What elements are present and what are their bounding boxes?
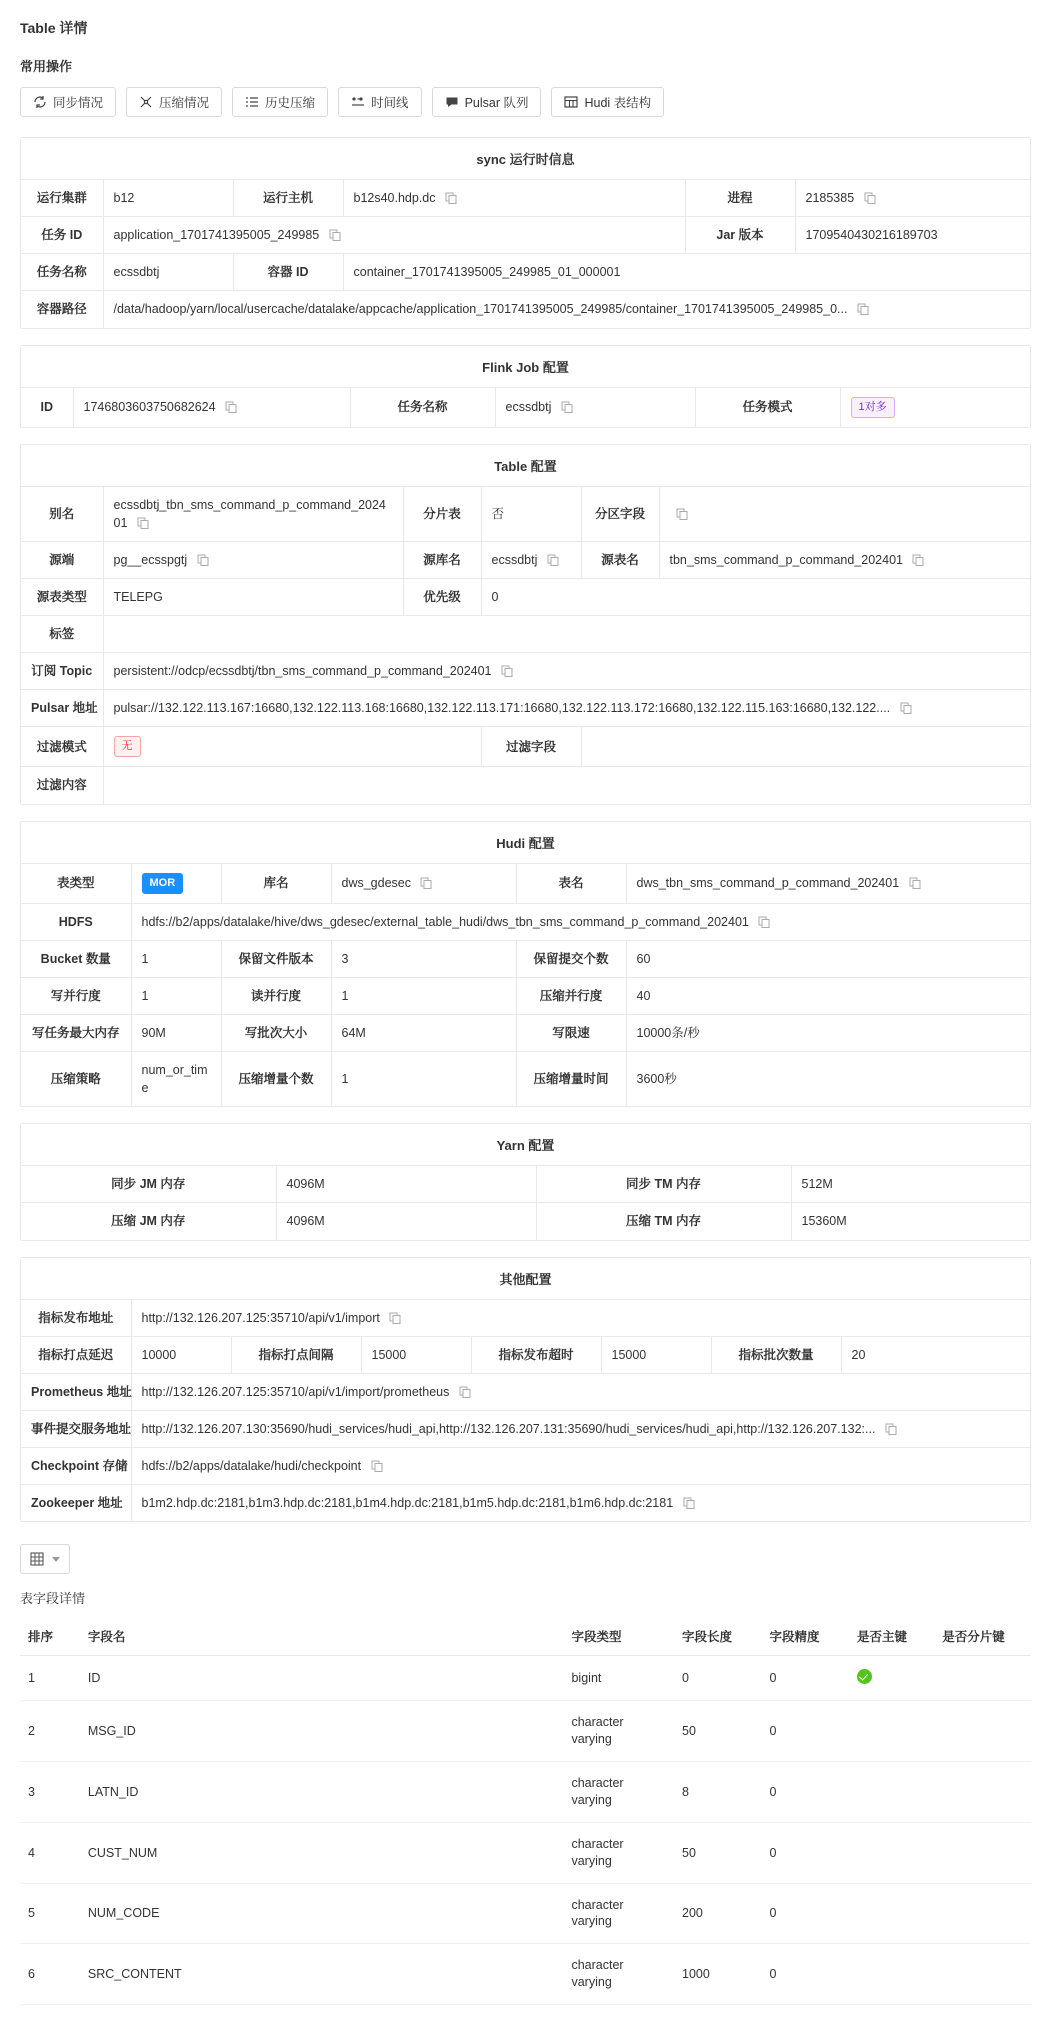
field-type: character varying (563, 1944, 674, 2005)
table-row (21, 1166, 1030, 1203)
metric-timeout-value: 15000 (601, 1336, 711, 1373)
compress-status-button[interactable] (126, 87, 222, 117)
priority-label: 优先级 (403, 578, 481, 615)
operations-toolbar (20, 87, 1031, 117)
sync-runtime-card (20, 137, 1031, 329)
table-row (21, 1448, 1030, 1485)
table-structure-icon (564, 95, 578, 109)
host-label: 运行主机 (233, 180, 343, 217)
field-name: MSG_ID (80, 1701, 564, 1762)
sync-jm-memory-value: 4096M (276, 1166, 536, 1203)
bucket-count-label: Bucket 数量 (21, 940, 131, 977)
jar-version-value: 1709540430216189703 (795, 217, 1030, 254)
field-length: 50 (674, 1822, 762, 1883)
history-compress-label: 历史压缩 (265, 96, 316, 110)
flink-id-value-text: 1746803603750682624 (83, 399, 216, 414)
priority-value: 0 (481, 578, 1030, 615)
task-name-label: 任务名称 (21, 254, 103, 291)
table-config-table (21, 487, 1030, 804)
container-id-label: 容器 ID (233, 254, 343, 291)
tag-label: 标签 (21, 616, 103, 653)
sync-status-label: 同步情况 (53, 96, 104, 110)
col-header-field-type[interactable]: 字段类型 (563, 1617, 674, 1656)
hudi-table-structure-label: Hudi 表结构 (584, 96, 652, 110)
copy-icon[interactable] (225, 401, 237, 413)
field-length: 50 (674, 1701, 762, 1762)
hudi-table-type-label: 表类型 (21, 864, 131, 904)
write-task-memory-value: 90M (131, 1014, 221, 1051)
hudi-db-value-text: dws_gdesec (341, 875, 411, 890)
hudi-table-value-text: dws_tbn_sms_command_p_command_202401 (636, 875, 900, 890)
metric-timeout-label: 指标发布超时 (471, 1336, 601, 1373)
field-precision: 0 (762, 1944, 850, 2005)
table-row (21, 616, 1030, 653)
compact-delta-count-value: 1 (331, 1052, 516, 1107)
filter-mode-label: 过滤模式 (21, 727, 103, 767)
copy-icon[interactable] (445, 192, 457, 204)
field-name: LATN_ID (80, 1762, 564, 1823)
copy-icon[interactable] (912, 554, 924, 566)
keep-file-version-label: 保留文件版本 (221, 940, 331, 977)
metric-interval-value: 15000 (361, 1336, 471, 1373)
hudi-config-table (21, 864, 1030, 1107)
table-row (21, 1014, 1030, 1051)
field-is-primary-key (849, 1883, 934, 1944)
col-header-field-name[interactable]: 字段名 (80, 1617, 564, 1656)
keep-file-version-value: 3 (331, 940, 516, 977)
table-row (21, 977, 1030, 1014)
source-type-label: 源表类型 (21, 578, 103, 615)
flink-job-title: Flink Job 配置 (21, 346, 1030, 388)
hudi-table-label: 表名 (516, 864, 626, 904)
sync-runtime-title: sync 运行时信息 (21, 138, 1030, 180)
check-icon (857, 1669, 872, 1684)
copy-icon[interactable] (561, 401, 573, 413)
task-mode-badge: 1对多 (851, 397, 895, 418)
copy-icon[interactable] (900, 702, 912, 714)
field-detail-title: 表字段详情 (20, 1591, 86, 1607)
hdfs-value (131, 903, 1030, 940)
copy-icon[interactable] (758, 916, 770, 928)
field-type: bigint (563, 1656, 674, 1701)
field-type: character varying (563, 1883, 674, 1944)
flink-task-mode-value (840, 388, 1030, 427)
host-value (343, 180, 685, 217)
table-row (21, 727, 1030, 767)
pulsar-addr-value (103, 690, 1030, 727)
table-row (20, 1762, 1031, 1823)
source-value-text: pg__ecsspgtj (113, 552, 188, 567)
checkpoint-value (131, 1448, 1030, 1485)
table-row (21, 1336, 1030, 1373)
sync-jm-memory-label: 同步 JM 内存 (21, 1166, 276, 1203)
compact-tm-memory-label: 压缩 TM 内存 (536, 1203, 791, 1240)
table-row (21, 541, 1030, 578)
copy-icon[interactable] (909, 877, 921, 889)
source-table-value-text: tbn_sms_command_p_command_202401 (669, 552, 903, 567)
common-operations-label: 常用操作 (20, 59, 73, 74)
col-header-is-shard-key[interactable]: 是否分片键 (934, 1617, 1031, 1656)
sync-tm-memory-label: 同步 TM 内存 (536, 1166, 791, 1203)
history-list-icon (245, 95, 259, 109)
field-length: 8 (674, 1762, 762, 1823)
field-order: 6 (20, 1944, 80, 2005)
write-batch-size-value: 64M (331, 1014, 516, 1051)
field-name: NUM_CODE (80, 1883, 564, 1944)
yarn-config-title: Yarn 配置 (21, 1124, 1030, 1166)
field-length: 1000 (674, 1944, 762, 2005)
table-row (21, 388, 1030, 427)
field-is-shard-key (934, 1822, 1031, 1883)
zookeeper-value (131, 1485, 1030, 1522)
checkpoint-label: Checkpoint 存储 (21, 1448, 131, 1485)
sync-status-button[interactable] (20, 87, 116, 117)
hudi-table-type-value (131, 864, 221, 904)
field-precision: 0 (762, 1762, 850, 1823)
flink-job-card (20, 345, 1031, 428)
table-row (21, 903, 1030, 940)
write-task-memory-label: 写任务最大内存 (21, 1014, 131, 1051)
write-parallel-label: 写并行度 (21, 977, 131, 1014)
partition-field-label: 分区字段 (581, 487, 659, 542)
field-is-shard-key (934, 1883, 1031, 1944)
prometheus-label: Prometheus 地址 (21, 1373, 131, 1410)
table-row (21, 690, 1030, 727)
column-settings-row (20, 1544, 1031, 1574)
checkpoint-value-text: hdfs://b2/apps/datalake/hudi/checkpoint (141, 1459, 362, 1473)
copy-icon[interactable] (371, 1460, 383, 1472)
keep-commit-count-value: 60 (626, 940, 1030, 977)
prometheus-value (131, 1373, 1030, 1410)
table-row (20, 1701, 1031, 1762)
container-id-value: container_1701741395005_249985_01_000001 (343, 254, 1030, 291)
field-order: 2 (20, 1701, 80, 1762)
event-submit-label: 事件提交服务地址 (21, 1410, 131, 1447)
table-row (21, 1485, 1030, 1522)
metric-publish-value (131, 1300, 1030, 1337)
field-is-shard-key (934, 1701, 1031, 1762)
process-value-text: 2185385 (805, 191, 855, 205)
metric-publish-label: 指标发布地址 (21, 1300, 131, 1337)
table-row (21, 291, 1030, 328)
pulsar-queue-label: Pulsar 队列 (464, 96, 529, 110)
copy-icon[interactable] (420, 877, 432, 889)
copy-icon[interactable] (329, 229, 341, 241)
field-length: 0 (674, 1656, 762, 1701)
hdfs-label: HDFS (21, 903, 131, 940)
read-parallel-label: 读并行度 (221, 977, 331, 1014)
flink-task-name-label: 任务名称 (350, 388, 495, 427)
pulsar-addr-value-text: pulsar://132.122.113.167:16680,132.122.113.168:16680,132.122.113.171:16680,132.122.113.172:16680,132.122.115.163:16680,132.122.... (113, 701, 891, 716)
zookeeper-label: Zookeeper 地址 (21, 1485, 131, 1522)
metric-delay-value: 10000 (131, 1336, 231, 1373)
source-table-value (659, 541, 1030, 578)
page-title: Table 详情 (20, 20, 88, 36)
metric-publish-value-text: http://132.126.207.125:35710/api/v1/import (141, 1310, 380, 1325)
hudi-table-value (626, 864, 1030, 904)
source-label: 源端 (21, 541, 103, 578)
table-type-badge: MOR (142, 873, 184, 894)
table-row (21, 487, 1030, 542)
write-parallel-value: 1 (131, 977, 221, 1014)
compact-delta-time-value: 3600秒 (626, 1052, 1030, 1107)
table-row (21, 1373, 1030, 1410)
partition-field-value (659, 487, 1030, 542)
copy-icon[interactable] (857, 303, 869, 315)
flink-job-table (21, 388, 1030, 427)
table-row (21, 217, 1030, 254)
field-order: 3 (20, 1762, 80, 1823)
copy-icon[interactable] (389, 1312, 401, 1324)
field-is-primary-key (849, 1944, 934, 2005)
field-detail-table (20, 1617, 1031, 2005)
keep-commit-count-label: 保留提交个数 (516, 940, 626, 977)
table-row (21, 864, 1030, 904)
yarn-config-card (20, 1123, 1031, 1240)
filter-mode-badge: 无 (114, 736, 141, 757)
col-header-order[interactable]: 排序 (20, 1617, 80, 1656)
zookeeper-value-text: b1m2.hdp.dc:2181,b1m3.hdp.dc:2181,b1m4.hdp.dc:2181,b1m5.hdp.dc:2181,b1m6.hdp.dc:2181 (141, 1496, 674, 1511)
field-type: character varying (563, 1762, 674, 1823)
jar-version-label: Jar 版本 (685, 217, 795, 254)
table-row (21, 1410, 1030, 1447)
col-header-field-length[interactable]: 字段长度 (674, 1617, 762, 1656)
copy-icon[interactable] (683, 1497, 695, 1509)
compact-parallel-value: 40 (626, 977, 1030, 1014)
compact-tm-memory-value: 15360M (791, 1203, 1030, 1240)
write-rate-limit-value: 10000条/秒 (626, 1014, 1030, 1051)
flink-task-name-value (495, 388, 695, 427)
container-path-label: 容器路径 (21, 291, 103, 328)
alias-value (103, 487, 403, 542)
field-is-primary-key (849, 1701, 934, 1762)
container-path-value-text: /data/hadoop/yarn/local/usercache/datalake/appcache/application_1701741395005_249985/container_1701741395005_249985_0... (113, 302, 848, 317)
topic-value-text: persistent://odcp/ecssdbtj/tbn_sms_command_p_command_202401 (113, 664, 492, 679)
field-type: character varying (563, 1701, 674, 1762)
table-row (21, 767, 1030, 804)
field-is-primary-key (849, 1822, 934, 1883)
history-compress-button[interactable] (232, 87, 328, 117)
message-icon (445, 95, 459, 109)
field-order: 4 (20, 1822, 80, 1883)
other-config-table (21, 1300, 1030, 1522)
hudi-table-structure-button[interactable] (551, 87, 664, 117)
source-db-value-text: ecssdbtj (491, 552, 538, 567)
copy-icon[interactable] (501, 665, 513, 677)
topic-value (103, 653, 1030, 690)
compress-icon (139, 95, 153, 109)
bucket-count-value: 1 (131, 940, 221, 977)
table-config-title: Table 配置 (21, 445, 1030, 487)
metric-interval-label: 指标打点间隔 (231, 1336, 361, 1373)
column-settings-icon (30, 1552, 44, 1566)
field-is-shard-key (934, 1656, 1031, 1701)
table-row (21, 180, 1030, 217)
pulsar-queue-button[interactable] (432, 87, 542, 117)
col-header-field-precision[interactable]: 字段精度 (762, 1617, 850, 1656)
tag-value (103, 616, 1030, 653)
hudi-config-card (20, 821, 1031, 1108)
metric-delay-label: 指标打点延迟 (21, 1336, 131, 1373)
other-config-card (20, 1257, 1031, 1523)
field-order: 5 (20, 1883, 80, 1944)
filter-field-value (581, 727, 1030, 767)
col-header-is-primary-key[interactable]: 是否主键 (849, 1617, 934, 1656)
timeline-button[interactable] (338, 87, 422, 117)
copy-icon[interactable] (197, 554, 209, 566)
hudi-config-title: Hudi 配置 (21, 822, 1030, 864)
table-row (20, 1656, 1031, 1701)
write-rate-limit-label: 写限速 (516, 1014, 626, 1051)
sync-icon (33, 95, 47, 109)
field-name: ID (80, 1656, 564, 1701)
cluster-label: 运行集群 (21, 180, 103, 217)
table-row (21, 1052, 1030, 1107)
task-id-value-text: application_1701741395005_249985 (113, 228, 320, 243)
compact-delta-count-label: 压缩增量个数 (221, 1052, 331, 1107)
filter-content-label: 过滤内容 (21, 767, 103, 804)
alias-value-text: ecssdbtj_tbn_sms_command_p_command_202401 (113, 497, 386, 530)
field-precision: 0 (762, 1822, 850, 1883)
sync-tm-memory-value: 512M (791, 1166, 1030, 1203)
source-type-value: TELEPG (103, 578, 403, 615)
process-label: 进程 (685, 180, 795, 217)
sync-runtime-table (21, 180, 1030, 328)
source-table-label: 源表名 (581, 541, 659, 578)
table-row (21, 653, 1030, 690)
source-db-value (481, 541, 581, 578)
compress-status-label: 压缩情况 (159, 96, 210, 110)
filter-content-value (103, 767, 1030, 804)
field-is-primary-key (849, 1656, 934, 1701)
source-value (103, 541, 403, 578)
compact-parallel-label: 压缩并行度 (516, 977, 626, 1014)
task-id-label: 任务 ID (21, 217, 103, 254)
prometheus-value-text: http://132.126.207.125:35710/api/v1/import/prometheus (141, 1384, 450, 1399)
table-row (20, 1883, 1031, 1944)
read-parallel-value: 1 (331, 977, 516, 1014)
table-row (20, 1822, 1031, 1883)
hudi-db-value (331, 864, 516, 904)
container-path-value (103, 291, 1030, 328)
compact-strategy-label: 压缩策略 (21, 1052, 131, 1107)
yarn-config-table (21, 1166, 1030, 1239)
filter-mode-value (103, 727, 481, 767)
chevron-down-icon (52, 1557, 60, 1562)
filter-field-label: 过滤字段 (481, 727, 581, 767)
table-row (21, 1203, 1030, 1240)
flink-task-name-value-text: ecssdbtj (505, 399, 552, 414)
compact-jm-memory-value: 4096M (276, 1203, 536, 1240)
timeline-icon (351, 95, 365, 109)
table-row (21, 1300, 1030, 1337)
field-length: 200 (674, 1883, 762, 1944)
source-db-label: 源库名 (403, 541, 481, 578)
table-row (21, 254, 1030, 291)
metric-batch-value: 20 (841, 1336, 1030, 1373)
field-type: character varying (563, 1822, 674, 1883)
event-submit-value-text: http://132.126.207.130:35690/hudi_services/hudi_api,http://132.126.207.131:35690/hudi_services/hudi_api,http://132.126.207.132:... (141, 1421, 876, 1436)
table-row (21, 940, 1030, 977)
field-is-primary-key (849, 1762, 934, 1823)
field-precision: 0 (762, 1656, 850, 1701)
shard-table-label: 分片表 (403, 487, 481, 542)
field-name: CUST_NUM (80, 1822, 564, 1883)
metric-batch-label: 指标批次数量 (711, 1336, 841, 1373)
field-precision: 0 (762, 1883, 850, 1944)
table-row (21, 578, 1030, 615)
host-value-text: b12s40.hdp.dc (353, 191, 436, 205)
field-precision: 0 (762, 1701, 850, 1762)
copy-icon[interactable] (864, 192, 876, 204)
hdfs-value-text: hdfs://b2/apps/datalake/hive/dws_gdesec/external_table_hudi/dws_tbn_sms_command_p_command_202401 (141, 914, 749, 929)
hudi-db-label: 库名 (221, 864, 331, 904)
copy-icon[interactable] (137, 517, 149, 529)
timeline-label: 时间线 (371, 96, 409, 110)
flink-task-mode-label: 任务模式 (695, 388, 840, 427)
compact-delta-time-label: 压缩增量时间 (516, 1052, 626, 1107)
event-submit-value (131, 1410, 1030, 1447)
copy-icon[interactable] (459, 1386, 471, 1398)
copy-icon[interactable] (547, 554, 559, 566)
shard-table-value: 否 (481, 487, 581, 542)
table-row (20, 1944, 1031, 2005)
copy-icon[interactable] (885, 1423, 897, 1435)
alias-label: 别名 (21, 487, 103, 542)
compact-jm-memory-label: 压缩 JM 内存 (21, 1203, 276, 1240)
field-order: 1 (20, 1656, 80, 1701)
flink-id-label: ID (21, 388, 73, 427)
process-value (795, 180, 1030, 217)
pulsar-addr-label: Pulsar 地址 (21, 690, 103, 727)
cluster-value: b12 (103, 180, 233, 217)
field-name: SRC_CONTENT (80, 1944, 564, 2005)
other-config-title: 其他配置 (21, 1258, 1030, 1300)
task-id-value (103, 217, 685, 254)
table-header-row (20, 1617, 1031, 1656)
table-config-card (20, 444, 1031, 805)
field-is-shard-key (934, 1944, 1031, 2005)
compact-strategy-value: num_or_time (131, 1052, 221, 1107)
copy-icon[interactable] (676, 508, 688, 520)
flink-id-value (73, 388, 350, 427)
task-name-value: ecssdbtj (103, 254, 233, 291)
field-is-shard-key (934, 1762, 1031, 1823)
write-batch-size-label: 写批次大小 (221, 1014, 331, 1051)
column-settings-button[interactable] (20, 1544, 70, 1574)
topic-label: 订阅 Topic (21, 653, 103, 690)
